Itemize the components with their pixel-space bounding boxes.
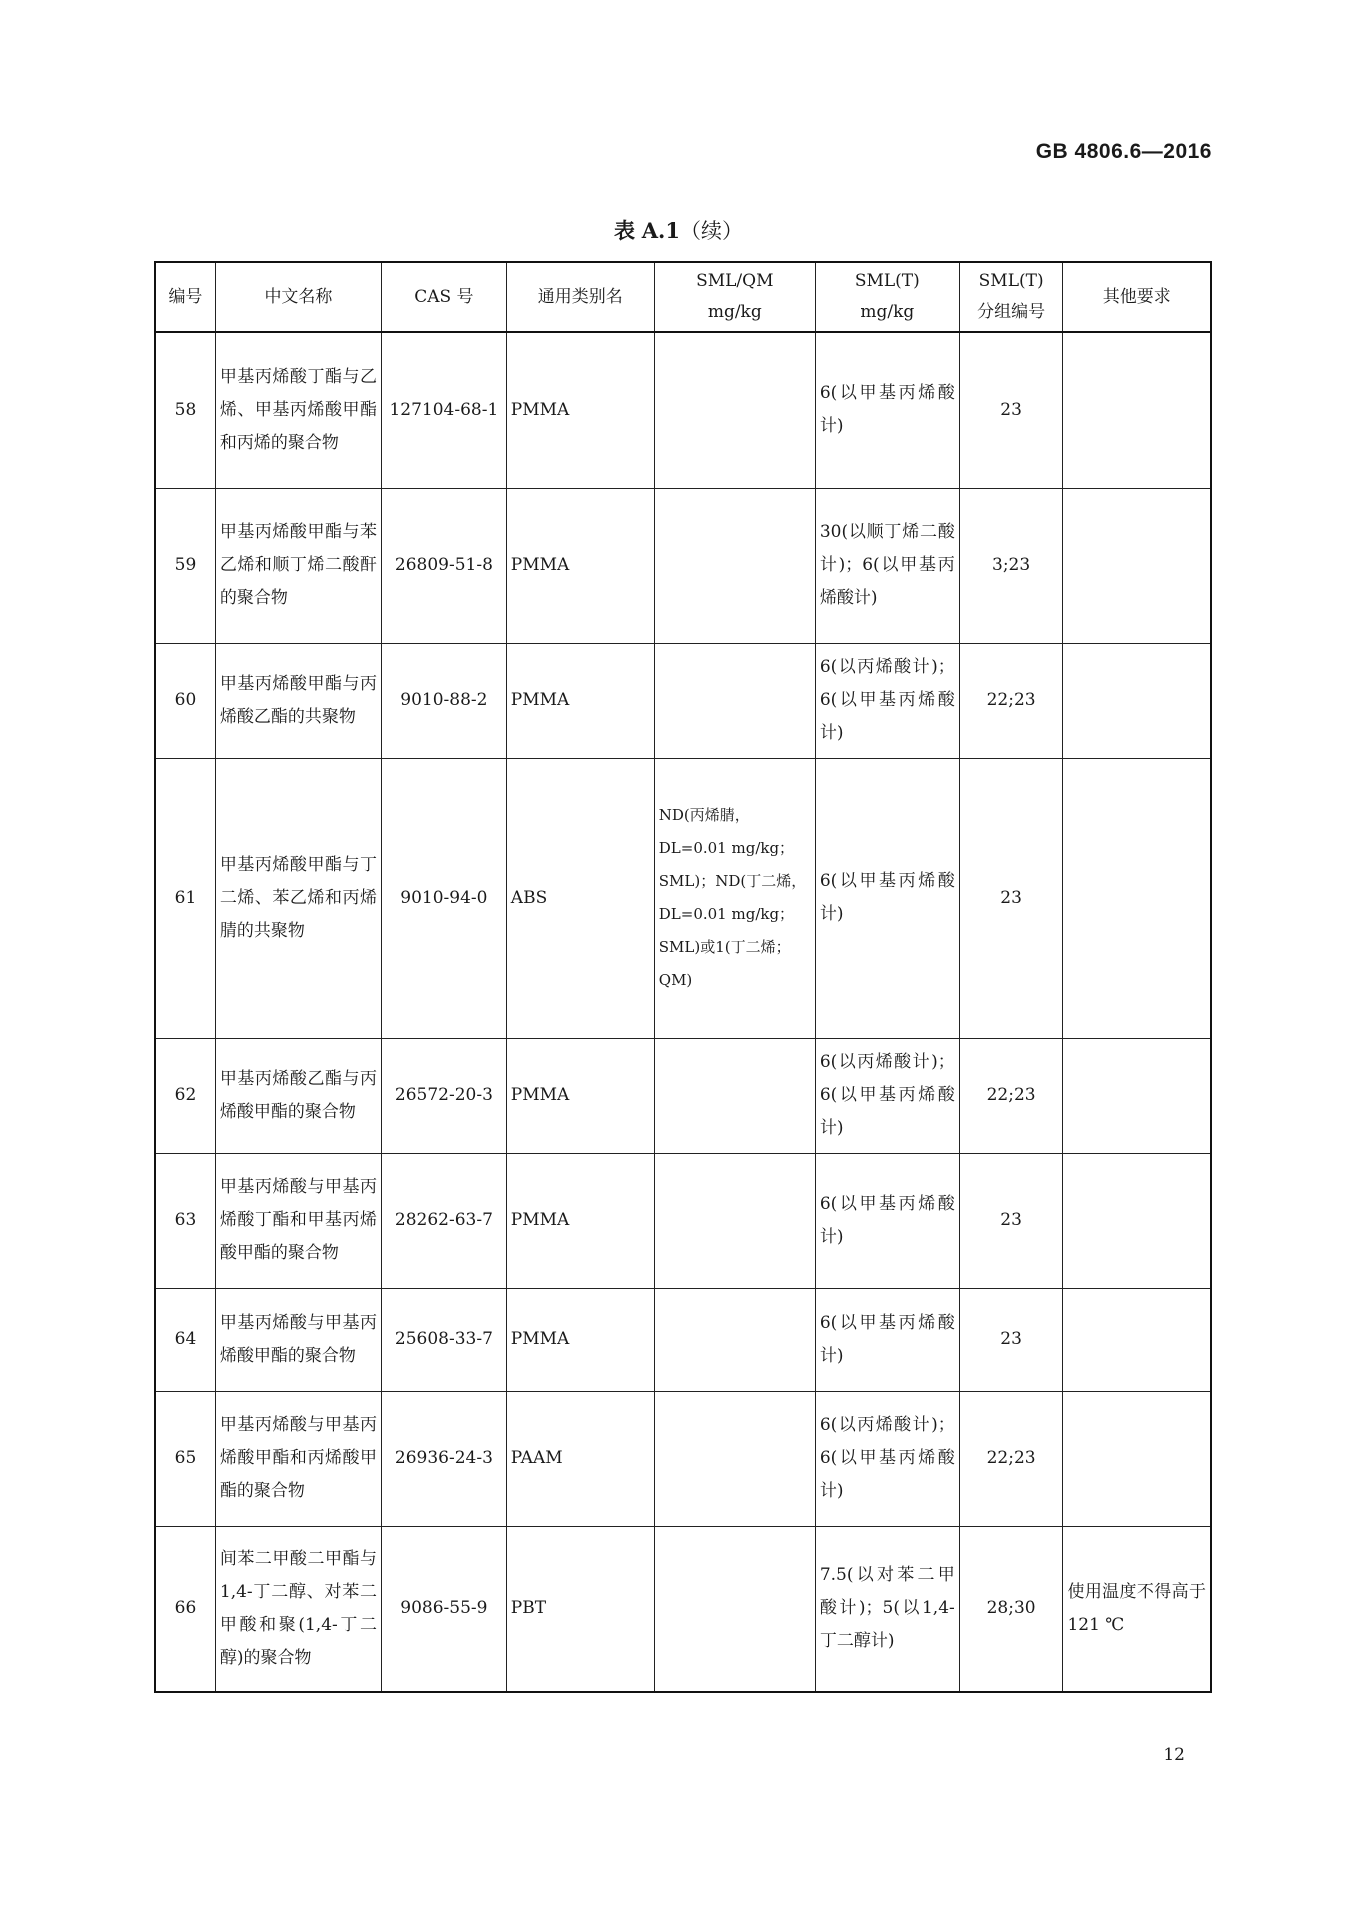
- header-no: 编号: [155, 262, 215, 332]
- header-category: 通用类别名: [506, 262, 654, 332]
- header-name: 中文名称: [215, 262, 381, 332]
- cell-no: 66: [155, 1526, 215, 1692]
- table-row: [155, 643, 1211, 758]
- table-row: [155, 1038, 1211, 1153]
- cell-category: PMMA: [506, 332, 654, 488]
- cell-category: PMMA: [506, 488, 654, 643]
- cell-name: 甲基丙烯酸丁酯与乙烯、甲基丙烯酸甲酯和丙烯的聚合物: [215, 332, 381, 488]
- cell-name: 甲基丙烯酸与甲基丙烯酸甲酯和丙烯酸甲酯的聚合物: [215, 1391, 381, 1526]
- cell-category: ABS: [506, 758, 654, 1038]
- cell-name: 甲基丙烯酸甲酯与苯乙烯和顺丁烯二酸酐的聚合物: [215, 488, 381, 643]
- cell-other: 使用温度不得高于121 ℃: [1063, 1526, 1211, 1692]
- cell-cas: 26809-51-8: [381, 488, 506, 643]
- cell-other: [1063, 332, 1211, 488]
- cell-sml-t: 6(以甲基丙烯酸计): [815, 1153, 959, 1288]
- cell-name: 甲基丙烯酸甲酯与丁二烯、苯乙烯和丙烯腈的共聚物: [215, 758, 381, 1038]
- cell-sml-t: 30(以顺丁烯二酸计)；6(以甲基丙烯酸计): [815, 488, 959, 643]
- cell-group: 28;30: [959, 1526, 1063, 1692]
- cell-sml-qm: [654, 1038, 815, 1153]
- cell-cas: 25608-33-7: [381, 1288, 506, 1391]
- cell-name: 甲基丙烯酸与甲基丙烯酸丁酯和甲基丙烯酸甲酯的聚合物: [215, 1153, 381, 1288]
- cell-cas: 127104-68-1: [381, 332, 506, 488]
- header-sml-t-group-line1: SML(T): [978, 271, 1044, 291]
- cell-category: PMMA: [506, 643, 654, 758]
- cell-name: 间苯二甲酸二甲酯与1,4-丁二醇、对苯二甲酸和聚(1,4-丁二醇)的聚合物: [215, 1526, 381, 1692]
- cell-sml-qm: ND(丙烯腈，DL=0.01 mg/kg；SML)；ND(丁二烯，DL=0.01 mg/kg；SML)或1(丁二烯；QM): [654, 758, 815, 1038]
- cell-sml-qm: [654, 1526, 815, 1692]
- cell-sml-qm: [654, 1288, 815, 1391]
- table-row: [155, 332, 1211, 488]
- cell-cas: 9010-88-2: [381, 643, 506, 758]
- table-row: [155, 1526, 1211, 1692]
- cell-group: 22;23: [959, 1391, 1063, 1526]
- header-other: 其他要求: [1063, 262, 1211, 332]
- cell-category: PMMA: [506, 1153, 654, 1288]
- cell-cas: 9086-55-9: [381, 1526, 506, 1692]
- table-title: [0, 215, 1357, 245]
- cell-no: 61: [155, 758, 215, 1038]
- cell-sml-qm: [654, 332, 815, 488]
- cell-other: [1063, 1153, 1211, 1288]
- cell-sml-t: 6(以甲基丙烯酸计): [815, 332, 959, 488]
- cell-no: 58: [155, 332, 215, 488]
- cell-cas: 26936-24-3: [381, 1391, 506, 1526]
- cell-group: 23: [959, 758, 1063, 1038]
- cell-no: 63: [155, 1153, 215, 1288]
- cell-sml-t: 6(以丙烯酸计)；6(以甲基丙烯酸计): [815, 1038, 959, 1153]
- table-row: [155, 488, 1211, 643]
- cell-category: PAAM: [506, 1391, 654, 1526]
- cell-no: 59: [155, 488, 215, 643]
- cell-cas: 9010-94-0: [381, 758, 506, 1038]
- cell-other: [1063, 1288, 1211, 1391]
- table-title-suffix: （续）: [679, 219, 743, 243]
- cell-category: PMMA: [506, 1288, 654, 1391]
- table-row: [155, 758, 1211, 1038]
- cell-other: [1063, 643, 1211, 758]
- cell-other: [1063, 488, 1211, 643]
- cell-other: [1063, 1391, 1211, 1526]
- cell-sml-qm: [654, 643, 815, 758]
- header-sml-t: [815, 262, 959, 332]
- table-row: [155, 1153, 1211, 1288]
- standard-code: GB 4806.6—2016: [1035, 140, 1212, 163]
- cell-sml-t: 6(以丙烯酸计)；6(以甲基丙烯酸计): [815, 643, 959, 758]
- cell-category: PMMA: [506, 1038, 654, 1153]
- table-title-label: A.1: [641, 218, 680, 243]
- cell-name: 甲基丙烯酸与甲基丙烯酸甲酯的聚合物: [215, 1288, 381, 1391]
- cell-group: 23: [959, 1288, 1063, 1391]
- cell-sml-qm: [654, 1391, 815, 1526]
- cell-sml-t: 6(以丙烯酸计)；6(以甲基丙烯酸计): [815, 1391, 959, 1526]
- cell-cas: 28262-63-7: [381, 1153, 506, 1288]
- page-number: 12: [1163, 1745, 1185, 1765]
- header-sml-t-line2: mg/kg: [860, 302, 915, 322]
- cell-other: [1063, 758, 1211, 1038]
- header-sml-qm-line2: mg/kg: [707, 302, 762, 322]
- header-sml-qm: [654, 262, 815, 332]
- cell-other: [1063, 1038, 1211, 1153]
- cell-sml-qm: [654, 488, 815, 643]
- header-sml-qm-line1: SML/QM: [696, 271, 774, 291]
- substance-table: [154, 261, 1212, 1693]
- table-header-row: [155, 262, 1211, 332]
- cell-no: 60: [155, 643, 215, 758]
- cell-group: 23: [959, 1153, 1063, 1288]
- table-row: [155, 1288, 1211, 1391]
- cell-group: 22;23: [959, 643, 1063, 758]
- cell-name: 甲基丙烯酸乙酯与丙烯酸甲酯的聚合物: [215, 1038, 381, 1153]
- cell-no: 65: [155, 1391, 215, 1526]
- cell-cas: 26572-20-3: [381, 1038, 506, 1153]
- cell-sml-qm: [654, 1153, 815, 1288]
- cell-sml-t: 6(以甲基丙烯酸计): [815, 1288, 959, 1391]
- header-cas: CAS 号: [381, 262, 506, 332]
- header-sml-t-line1: SML(T): [854, 271, 920, 291]
- cell-category: PBT: [506, 1526, 654, 1692]
- cell-no: 64: [155, 1288, 215, 1391]
- table-title-prefix: 表: [614, 218, 636, 243]
- cell-sml-t: 7.5(以对苯二甲酸计)；5(以1,4-丁二醇计): [815, 1526, 959, 1692]
- cell-group: 22;23: [959, 1038, 1063, 1153]
- header-sml-t-group: [959, 262, 1063, 332]
- table-row: [155, 1391, 1211, 1526]
- cell-group: 23: [959, 332, 1063, 488]
- cell-group: 3;23: [959, 488, 1063, 643]
- cell-no: 62: [155, 1038, 215, 1153]
- cell-sml-t: 6(以甲基丙烯酸计): [815, 758, 959, 1038]
- header-sml-t-group-line2: 分组编号: [977, 302, 1046, 322]
- cell-name: 甲基丙烯酸甲酯与丙烯酸乙酯的共聚物: [215, 643, 381, 758]
